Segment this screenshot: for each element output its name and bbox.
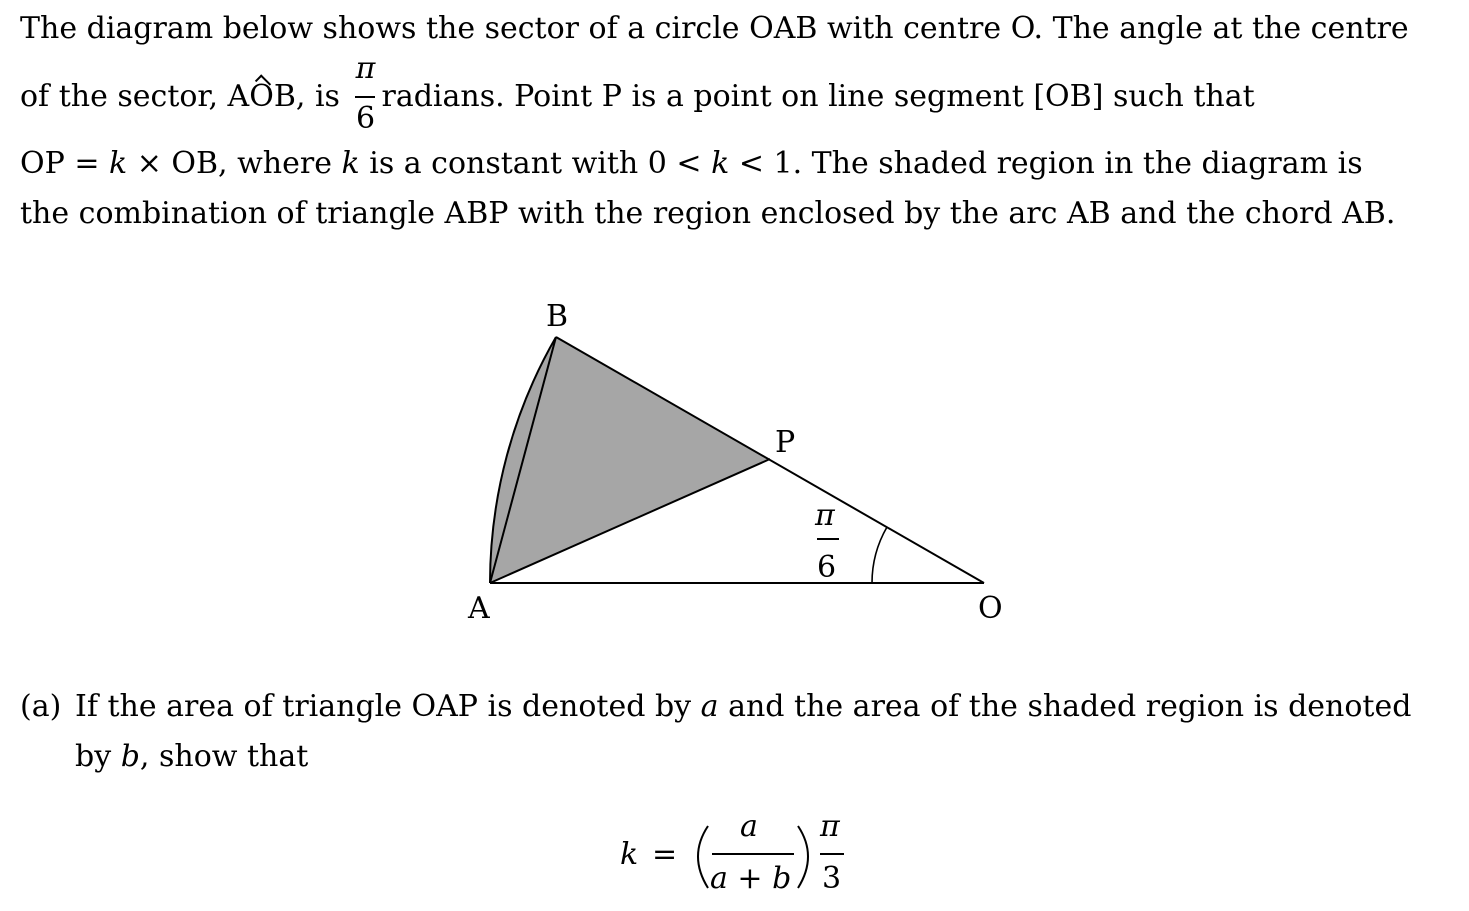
formula-rhs-denominator: 3 (822, 861, 842, 896)
formula-fraction-denominator: a + b (710, 861, 792, 896)
variable-k: k (341, 146, 360, 181)
intro-fraction-numerator: π (355, 50, 376, 86)
intro-line-4-text: the combination of triangle ABP with the region enclosed by the arc AB and the chord AB. (20, 196, 1396, 231)
part-a-label-text: (a) (20, 689, 62, 724)
formula-fraction-numerator: a (740, 809, 758, 844)
intro-line-2-part-b: B, is (273, 79, 350, 114)
formula-right-paren (798, 826, 808, 888)
formula-lhs: k (620, 837, 639, 872)
label-a: A (468, 591, 490, 626)
variable-b: b (120, 739, 140, 774)
intro-line-3-part-c: is a constant with 0 < (359, 146, 712, 181)
angle-label-denominator: 6 (817, 550, 837, 585)
intro-line-3-part-a: OP = (20, 146, 109, 181)
shaded-region (490, 337, 770, 583)
part-a-line-1 (75, 689, 1412, 724)
part-a-line-2-part-a: by (75, 739, 121, 774)
formula-equals: = (652, 837, 678, 872)
intro-fraction-denominator: 6 (355, 100, 376, 136)
formula-k (600, 800, 880, 911)
intro-line-3-part-b: × OB, where (127, 146, 342, 181)
formula-rhs-numerator: π (820, 809, 840, 844)
intro-line-1-text: The diagram below shows the sector of a circle OAB with centre O. The angle at the centre (20, 11, 1409, 46)
intro-line-2-part-c: radians. Point P is a point on line segment [OB] such that (381, 79, 1255, 114)
label-b: B (546, 299, 569, 334)
part-a-line-1-part-a: If the area of triangle OAP is denoted by (75, 689, 701, 724)
variable-a: a (700, 689, 719, 724)
label-o: O (978, 591, 1003, 626)
angle-vertex-o-hat: O (249, 79, 274, 114)
label-p: P (775, 425, 796, 460)
intro-line-2-part-a: of the sector, A (20, 79, 250, 114)
part-a-line-2-part-b: , show that (139, 739, 309, 774)
angle-label-numerator: π (815, 498, 835, 533)
variable-k: k (109, 146, 128, 181)
formula-left-paren (698, 826, 708, 888)
intro-line-3-part-d: < 1. The shaded region in the diagram is (729, 146, 1363, 181)
part-a-line-2 (75, 739, 309, 774)
part-a-line-1-part-b: and the area of the shaded region is denoted (718, 689, 1412, 724)
angle-arc-o (872, 527, 887, 583)
variable-k: k (711, 146, 730, 181)
part-a-label (20, 689, 62, 724)
